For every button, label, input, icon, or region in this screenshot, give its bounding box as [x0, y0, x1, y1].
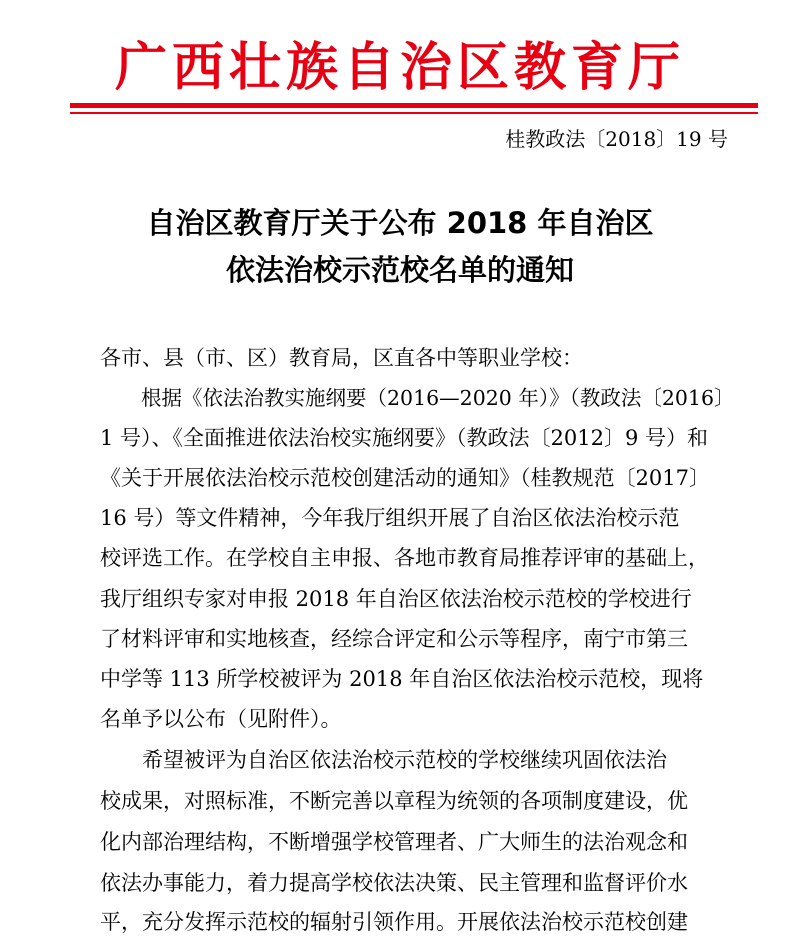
body-line: 希望被评为自治区依法治校示范校的学校继续巩固依法治	[100, 748, 667, 772]
body-line: 我厅组织专家对申报 2018 年自治区依法治校示范校的学校进行	[100, 587, 692, 611]
body-line: 平，充分发挥示范校的辐射引领作用。开展依法治校示范校创建	[100, 910, 688, 934]
document-title-line-2: 依法治校示范校名单的通知	[225, 253, 574, 287]
document-title-line-1: 自治区教育厅关于公布 2018 年自治区	[146, 206, 654, 240]
body-line: 名单予以公布（见附件）。	[100, 707, 342, 731]
body-line: 依法办事能力，着力提高学校依法决策、民主管理和监督评价水	[100, 871, 688, 895]
salutation: 各市、县（市、区）教育局，区直各中等职业学校：	[100, 346, 583, 370]
body-line: 1 号）、《全面推进依法治校实施纲要》（教政法〔2012〕9 号）和	[100, 426, 709, 450]
document-number: 桂教政法〔2018〕19 号	[505, 127, 728, 151]
body-line: 根据《依法治教实施纲要（2016—2020 年）》（教政法〔2016〕	[100, 386, 735, 410]
body-line: 了材料评审和实地核查，经综合评定和公示等程序，南宁市第三	[100, 627, 688, 651]
issuing-organization-title: 广西壮族自治区教育厅	[114, 37, 685, 98]
body-line: 中学等 113 所学校被评为 2018 年自治区依法治校示范校，现将	[100, 667, 704, 691]
body-line: 16 号）等文件精神，今年我厅组织开展了自治区依法治校示范	[100, 506, 680, 530]
body-line: 校成果，对照标准，不断完善以章程为统领的各项制度建设，优	[100, 789, 688, 813]
body-line: 《关于开展依法治校示范校创建活动的通知》（桂教规范〔2017〕	[100, 466, 710, 490]
body-line: 化内部治理结构，不断增强学校管理者、广大师生的法治观念和	[100, 830, 688, 854]
red-header-rule-thin	[70, 112, 758, 114]
red-header-rule-thick	[70, 103, 758, 108]
body-line: 校评选工作。在学校自主申报、各地市教育局推荐评审的基础上，	[100, 546, 709, 570]
